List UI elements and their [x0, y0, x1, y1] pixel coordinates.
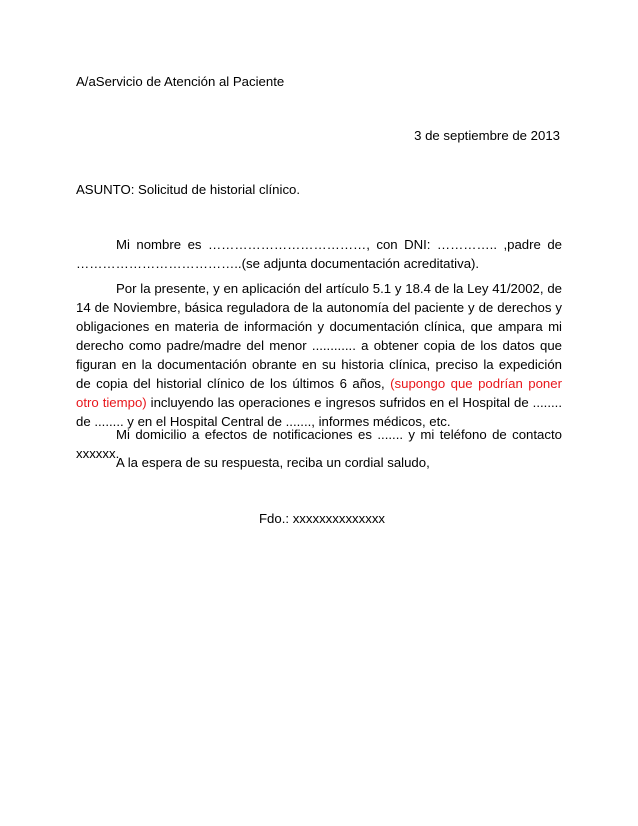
paragraph-closing: A la espera de su respuesta, reciba un cordial saludo, — [116, 455, 430, 470]
paragraph-request — [76, 279, 562, 431]
letter-subject: ASUNTO: Solicitud de historial clínico. — [76, 182, 301, 197]
request-aside-note: (supongo que podrían poner otro tiempo) — [76, 376, 562, 410]
request-text-part2: incluyendo las operaciones e ingresos sufridos en el Hospital de ........ de ........ y en el Hospital Central de ......., informes médicos, etc. — [76, 395, 562, 429]
signature-line: Fdo.: xxxxxxxxxxxxxx — [259, 511, 386, 526]
letter-date: 3 de septiembre de 2013 — [414, 128, 560, 143]
recipient-line: A/aServicio de Atención al Paciente — [76, 74, 285, 89]
paragraph-contact: Mi domicilio a efectos de notificaciones es ....... y mi teléfono de contacto xxxxxx. — [76, 427, 562, 461]
request-text-part1: Por la presente, y en aplicación del artículo 5.1 y 18.4 de la Ley 41/2002, de 14 de Noviembre, básica reguladora de la autonomía del paciente y de derechos y obligaciones en materia de información y documentación clínica, que ampara mi derecho como padre/madre del menor ............ a obtener copia de los datos que figuran en la documentación obrante en su historia clínica, preciso la expedición de copia del historial clínico de los últimos 6 años, — [76, 281, 562, 391]
paragraph-identity: Mi nombre es ………………………………, con DNI: ………….. ,padre de ………………………………..(se adjunta documentación acreditativa). — [76, 237, 562, 271]
